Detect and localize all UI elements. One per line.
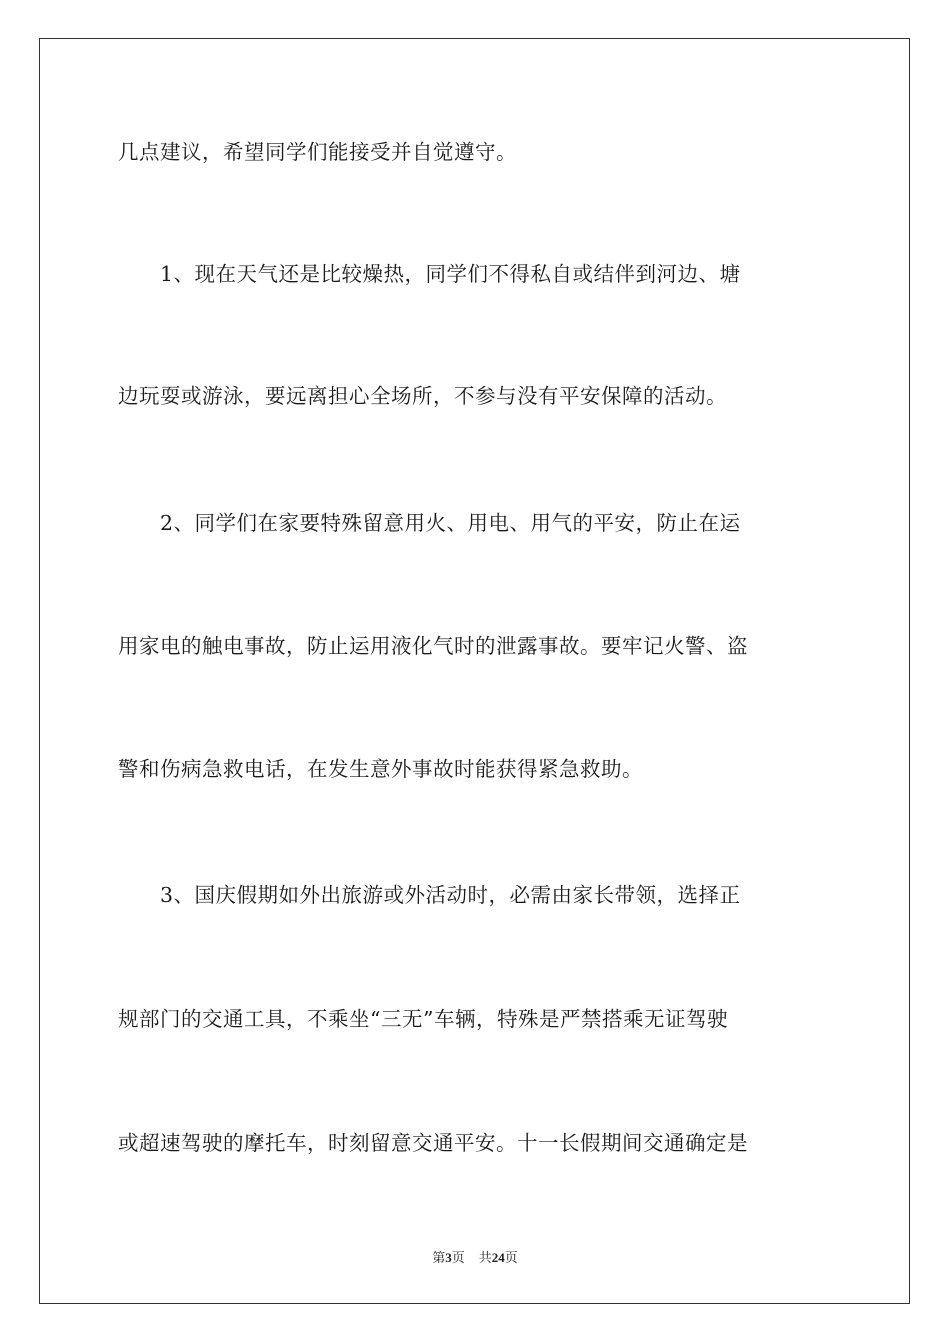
body-line-5: 用家电的触电事故，防止运用液化气时的泄露事故。要牢记火警、盗 [118, 634, 748, 658]
total-label-suffix: 页 [504, 1250, 518, 1265]
total-label-prefix: 共 [478, 1250, 492, 1265]
body-line-9: 或超速驾驶的摩托车，时刻留意交通平安。十一长假期间交通确定是 [118, 1131, 748, 1155]
body-line-4: 2、同学们在家要特殊留意用火、用电、用气的平安，防止在运 [160, 511, 741, 535]
body-line-1: 几点建议，希望同学们能接受并自觉遵守。 [118, 140, 517, 164]
body-line-6: 警和伤病急救电话，在发生意外事故时能获得紧急救助。 [118, 757, 643, 781]
body-line-7: 3、国庆假期如外出旅游或外活动时，必需由家长带领，选择正 [160, 883, 741, 907]
body-line-3: 边玩耍或游泳，要远离担心全场所，不参与没有平安保障的活动。 [118, 384, 727, 408]
body-line-2: 1、现在天气还是比较燥热，同学们不得私自或结伴到河边、塘 [160, 262, 741, 286]
page-label-prefix: 第 [432, 1250, 446, 1265]
total-pages: 24 [491, 1250, 505, 1265]
page-label-suffix: 页 [451, 1250, 465, 1265]
page-border [39, 38, 910, 1304]
body-line-8: 规部门的交通工具，不乘坐“三无”车辆，特殊是严禁搭乘无证驾驶 [118, 1007, 728, 1031]
page-footer [0, 1247, 950, 1266]
page-number: 3 [445, 1250, 452, 1265]
